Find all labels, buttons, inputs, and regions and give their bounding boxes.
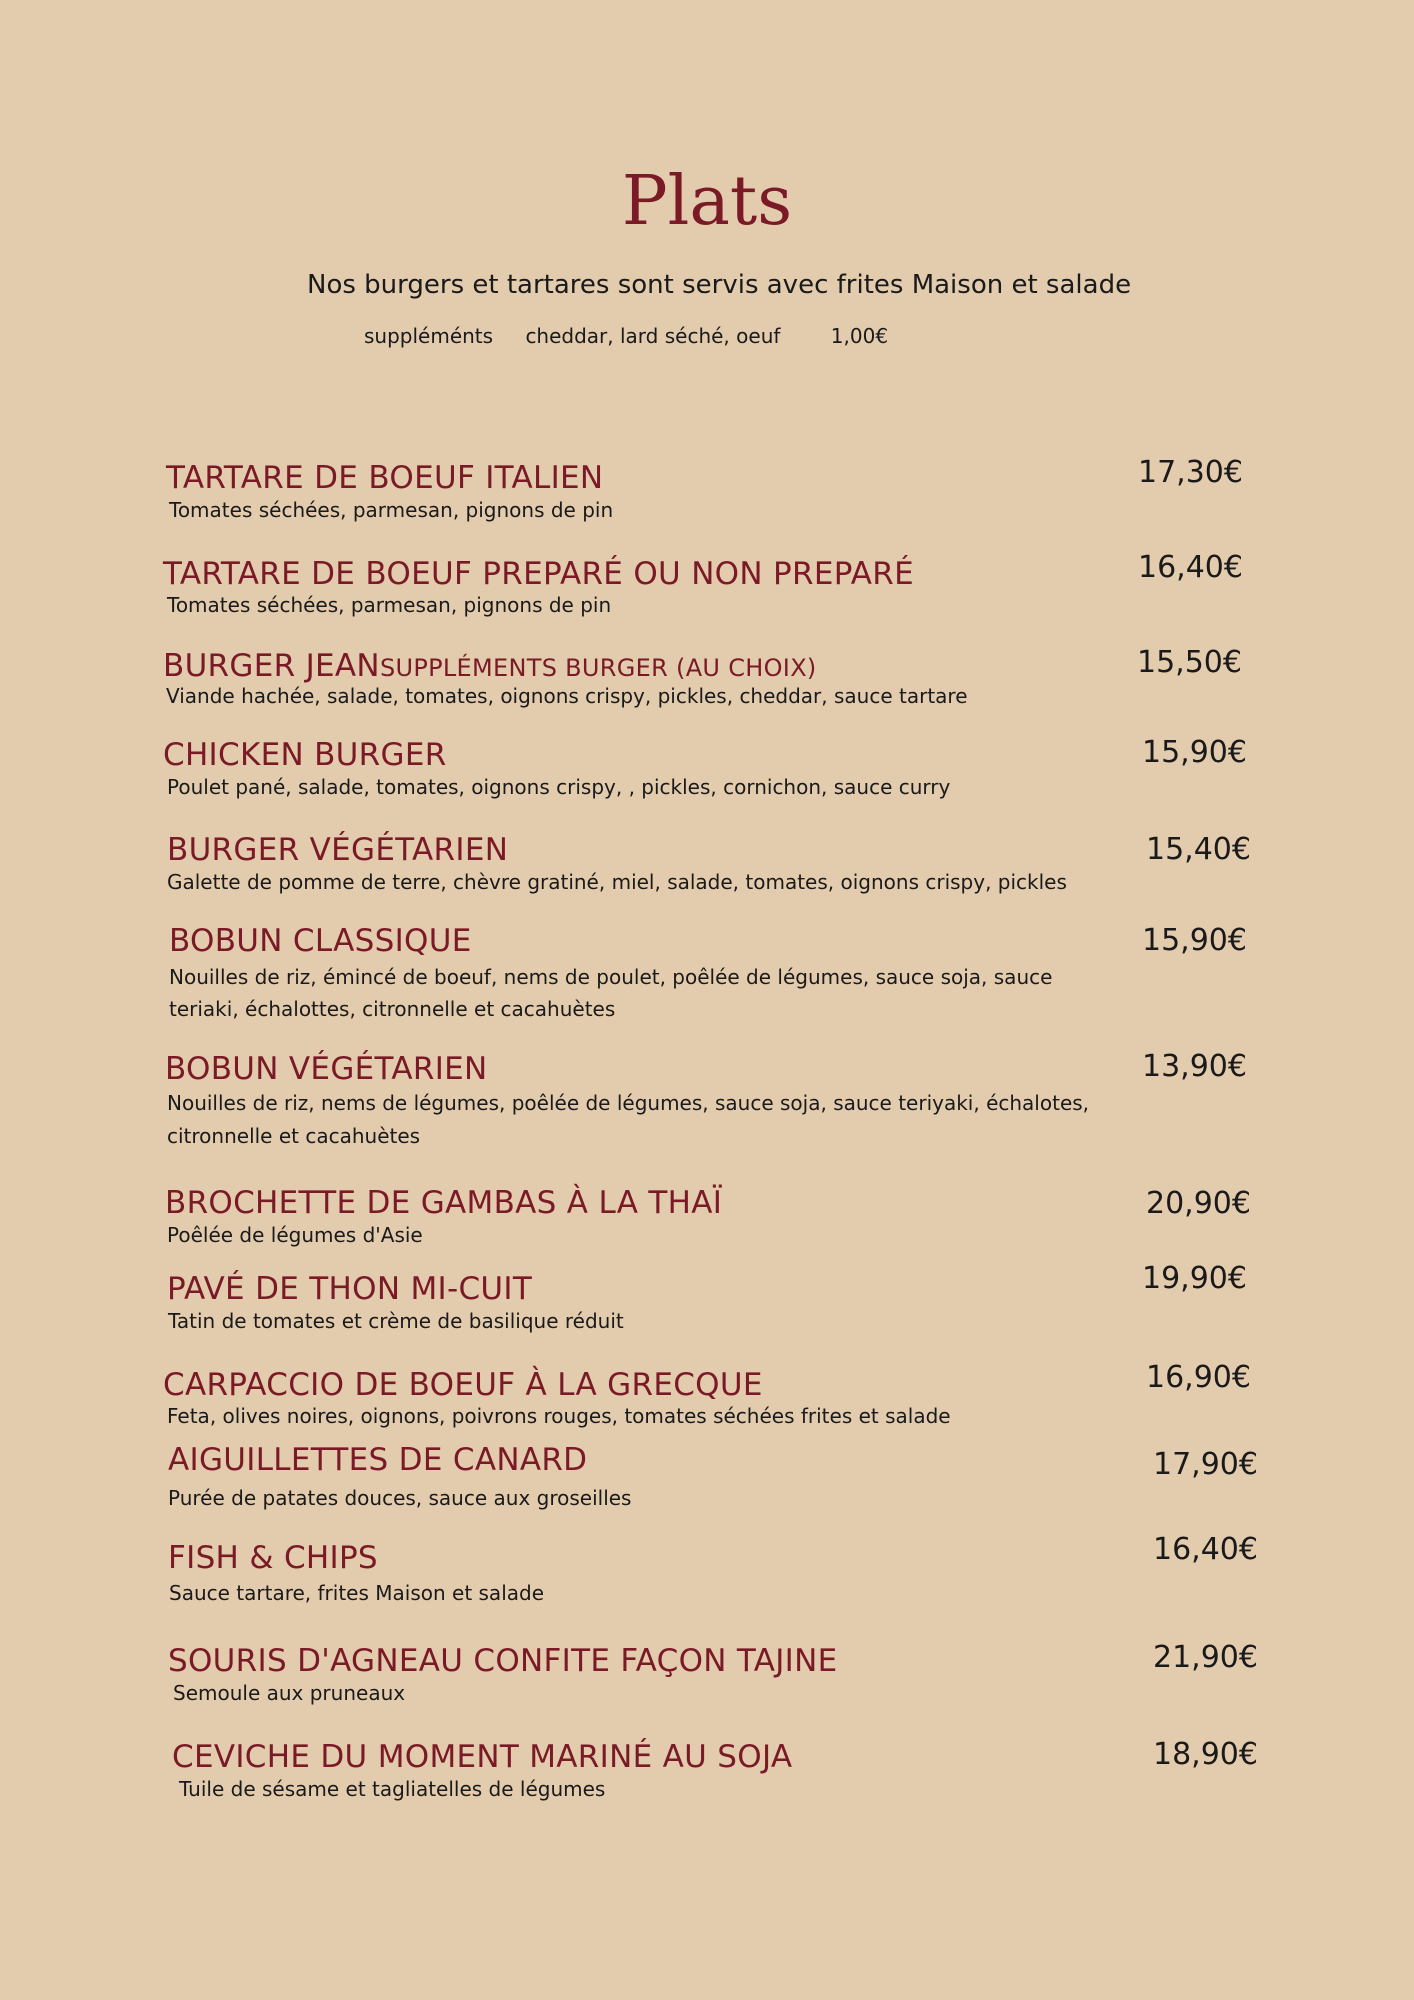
dish-description: Viande hachée, salade, tomates, oignons crispy, pickles, cheddar, sauce tartare [166,684,968,708]
supplements-line [364,322,888,350]
dish-price: 16,40€ [1153,1532,1258,1567]
dish-price: 17,90€ [1153,1447,1258,1482]
dish-description: Poulet pané, salade, tomates, oignons crispy, , pickles, cornichon, sauce curry [167,775,951,799]
dish-name: TARTARE DE BOEUF ITALIEN [166,460,604,496]
dish-description: Purée de patates douces, sauce aux groseilles [168,1486,632,1510]
dish-description: Tomates séchées, parmesan, pignons de pin [169,498,614,522]
dish-price: 15,90€ [1142,923,1247,958]
supplements-price: 1,00€ [830,324,889,348]
dish-price: 16,90€ [1146,1360,1251,1395]
dish-price: 20,90€ [1146,1186,1251,1221]
dish-description: Galette de pomme de terre, chèvre gratiné, miel, salade, tomates, oignons crispy, pickles [167,870,1067,894]
dish-description-line-2: teriaki, échalottes, citronnelle et cacahuètes [169,997,616,1021]
dish-price: 16,40€ [1138,550,1243,585]
dish-description: Nouilles de riz, nems de légumes, poêlée de légumes, sauce soja, sauce teriyaki, échalotes, [167,1091,1090,1115]
page-title: Plats [621,162,793,241]
dish-price: 15,50€ [1137,645,1242,680]
dish-description: Semoule aux pruneaux [173,1681,406,1705]
dish-description: Nouilles de riz, émincé de boeuf, nems de poulet, poêlée de légumes, sauce soja, sauce [169,965,1053,989]
dish-price: 21,90€ [1153,1640,1258,1675]
supplements-items: cheddar, lard séché, oeuf [525,324,781,348]
dish-name: BURGER VÉGÉTARIEN [167,832,509,868]
dish-description-line-2: citronnelle et cacahuètes [167,1124,421,1148]
dish-price: 15,90€ [1142,735,1247,770]
dish-name: CARPACCIO DE BOEUF À LA GRECQUE [163,1367,763,1403]
supplements-label: suppléménts [364,324,494,348]
dish-name: AIGUILLETTES DE CANARD [168,1442,588,1478]
dish-price: 13,90€ [1142,1049,1247,1084]
dish-description: Tuile de sésame et tagliatelles de légumes [179,1777,606,1801]
dish-description: Tatin de tomates et crème de basilique réduit [168,1309,624,1333]
dish-name-text: BURGER JEAN [163,648,380,684]
dish-name: BROCHETTE DE GAMBAS À LA THAÏ [165,1185,723,1221]
dish-price: 17,30€ [1138,455,1243,490]
dish-price: 18,90€ [1153,1737,1258,1772]
dish-description: Feta, olives noires, oignons, poivrons rouges, tomates séchées frites et salade [167,1404,951,1428]
dish-name: PAVÉ DE THON MI-CUIT [167,1271,533,1307]
dish-price: 19,90€ [1142,1261,1247,1296]
dish-name: TARTARE DE BOEUF PREPARÉ OU NON PREPARÉ [163,556,914,592]
dish-name: BOBUN CLASSIQUE [169,923,472,959]
dish-name: BOBUN VÉGÉTARIEN [165,1051,488,1087]
dish-name: SOURIS D'AGNEAU CONFITE FAÇON TAJINE [168,1643,838,1679]
dish-price: 15,40€ [1146,832,1251,867]
dish-description: Sauce tartare, frites Maison et salade [169,1581,544,1605]
dish-name: CHICKEN BURGER [163,737,447,773]
dish-name: FISH & CHIPS [168,1540,378,1576]
dish-description: Poêlée de légumes d'Asie [167,1223,423,1247]
dish-description: Tomates séchées, parmesan, pignons de pin [167,593,612,617]
menu-subtitle: Nos burgers et tartares sont servis avec frites Maison et salade [307,270,1132,300]
burger-supplements-note: SUPPLÉMENTS BURGER (AU CHOIX) [379,654,817,682]
dish-name: CEVICHE DU MOMENT MARINÉ AU SOJA [172,1739,793,1775]
